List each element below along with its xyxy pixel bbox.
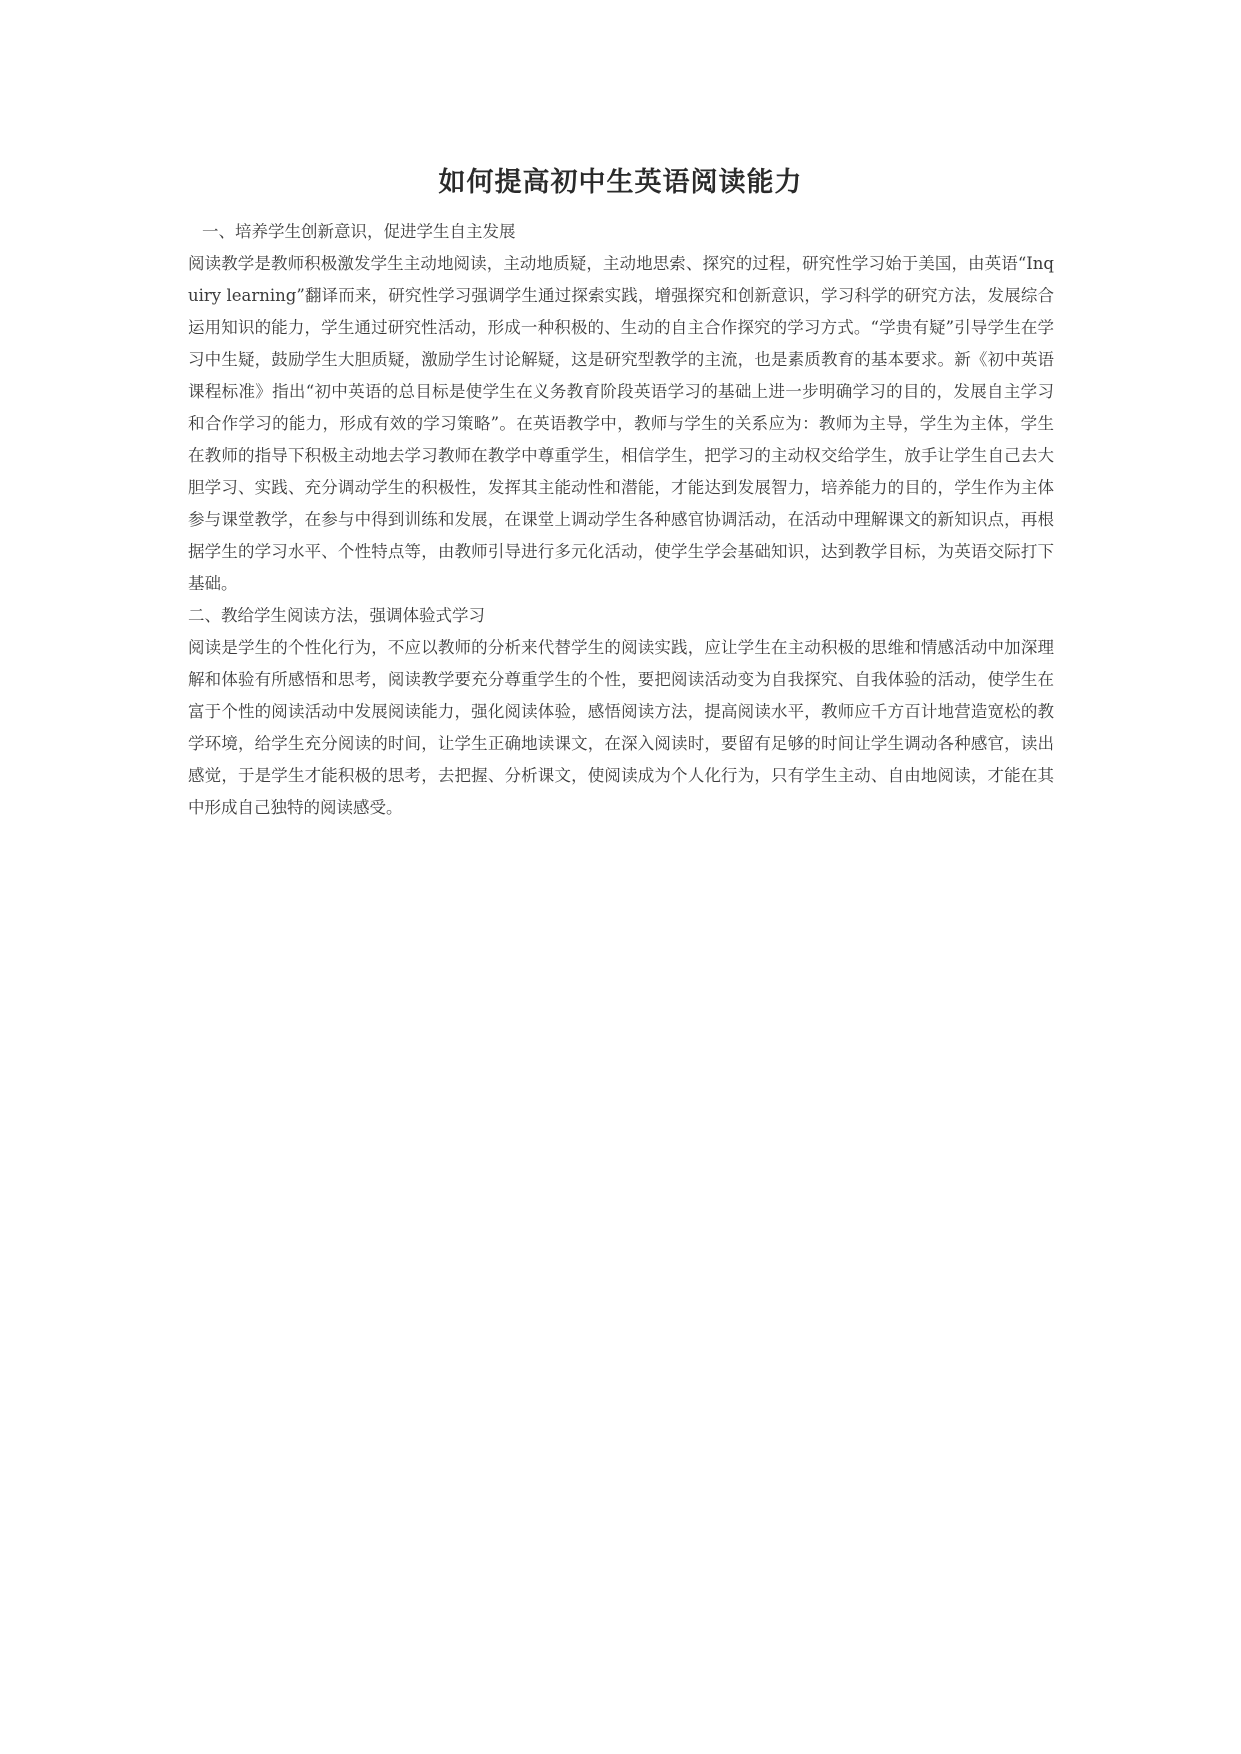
section-paragraph-1: 阅读教学是教师积极激发学生主动地阅读，主动地质疑，主动地思索、探究的过程，研究性学习始于美国，由英语“Inquiry learning”翻译而来，研究性学习强调学生通过探索实践，增强探究和创新意识，学习科学的研究方法，发展综合运用知识的能力，学生通过研究性活动，形成一种积极的、生动的自主合作探究的学习方式。“学贵有疑”引导学生在学习中生疑，鼓励学生大胆质疑，激励学生讨论解疑，这是研究型教学的主流，也是素质教育的基本要求。新《初中英语课程标准》指出“初中英语的总目标是使学生在义务教育阶段英语学习的基础上进一步明确学习的目的，发展自主学习和合作学习的能力，形成有效的学习策略”。在英语教学中，教师与学生的关系应为：教师为主导，学生为主体，学生在教师的指导下积极主动地去学习教师在教学中尊重学生，相信学生，把学习的主动权交给学生，放手让学生自己去大胆学习、实践、充分调动学生的积极性，发挥其主能动性和潜能，才能达到发展智力，培养能力的目的，学生作为主体参与课堂教学，在参与中得到训练和发展，在课堂上调动学生各种感官协调活动，在活动中理解课文的新知识点，再根据学生的学习水平、个性特点等，由教师引导进行多元化活动，使学生学会基础知识，达到教学目标，为英语交际打下基础。 [188,254,1054,593]
section-heading-1: 一、培养学生创新意识，促进学生自主发展 [202,222,516,241]
section-paragraph-2: 阅读是学生的个性化行为，不应以教师的分析来代替学生的阅读实践，应让学生在主动积极的思维和情感活动中加深理解和体验有所感悟和思考，阅读教学要充分尊重学生的个性，要把阅读活动变为自我探究、自我体验的活动，使学生在富于个性的阅读活动中发展阅读能力，强化阅读体验，感悟阅读方法，提高阅读水平，教师应千方百计地营造宽松的教学环境，给学生充分阅读的时间，让学生正确地读课文，在深入阅读时，要留有足够的时间让学生调动各种感官，读出感觉，于是学生才能积极的思考，去把握、分析课文，使阅读成为个人化行为，只有学生主动、自由地阅读，才能在其中形成自己独特的阅读感受。 [188,638,1054,817]
document-title: 如何提高初中生英语阅读能力 [438,167,803,198]
section-heading-2: 二、教给学生阅读方法，强调体验式学习 [188,606,485,625]
document-body [188,216,1054,824]
